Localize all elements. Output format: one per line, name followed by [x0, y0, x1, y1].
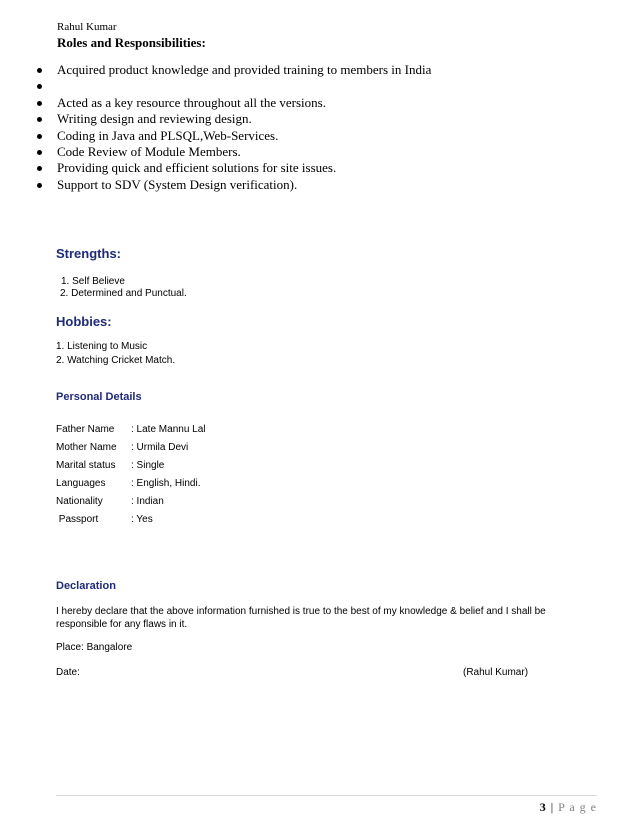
detail-label: Languages	[56, 478, 106, 489]
detail-value: : Urmila Devi	[131, 442, 189, 453]
bullet-icon	[37, 150, 42, 155]
responsibility-text: Support to SDV (System Design verification).	[57, 176, 298, 192]
detail-label: Father Name	[56, 424, 115, 435]
responsibility-text: Providing quick and efficient solutions for site issues.	[57, 160, 337, 176]
responsibility-text: Acquired product knowledge and provided training to members in India	[57, 62, 432, 77]
personal-details-heading: Personal Details	[56, 391, 142, 403]
declaration-heading: Declaration	[56, 580, 116, 592]
detail-label: Nationality	[56, 496, 103, 507]
bullet-icon	[37, 166, 42, 171]
responsibility-text: Writing design and reviewing design.	[57, 111, 252, 127]
detail-value: : Single	[131, 460, 165, 471]
responsibility-text: Code Review of Module Members.	[57, 143, 241, 159]
responsibility-text: Acted as a key resource throughout all the versions.	[57, 94, 326, 110]
strength-item: 1. Self Believe	[61, 276, 125, 287]
footer-separator: |	[546, 800, 559, 814]
hobby-item: 2. Watching Cricket Match.	[56, 355, 176, 366]
place-line: Place: Bangalore	[56, 642, 133, 653]
page-label: P a g e	[558, 800, 597, 814]
bullet-icon	[37, 84, 42, 89]
strengths-heading: Strengths:	[56, 246, 121, 261]
detail-label: Mother Name	[56, 442, 117, 453]
detail-value: : Late Mannu Lal	[131, 424, 206, 435]
detail-value: : Yes	[131, 514, 153, 525]
footer-divider	[56, 795, 597, 796]
hobby-item: 1. Listening to Music	[56, 341, 148, 352]
page-number: 3	[539, 800, 547, 814]
strength-item: 2. Determined and Punctual.	[60, 288, 187, 299]
bullet-icon	[37, 68, 42, 73]
bullet-icon	[37, 134, 42, 139]
bullet-icon	[37, 117, 42, 122]
roles-heading: Roles and Responsibilities:	[57, 35, 206, 50]
hobbies-heading: Hobbies:	[56, 314, 112, 329]
detail-value: : Indian	[131, 496, 164, 507]
page-footer	[540, 800, 597, 815]
detail-label: Marital status	[56, 460, 116, 471]
responsibility-text: Coding in Java and PLSQL,Web-Services.	[57, 127, 279, 143]
detail-label: Passport	[56, 514, 99, 525]
signature: (Rahul Kumar)	[463, 667, 529, 678]
date-line: Date:	[56, 667, 80, 678]
declaration-text: I hereby declare that the above information furnished is true to the best of my knowledge & belief and I shall be responsible for any flaws in it.	[56, 606, 546, 630]
bullet-icon	[37, 101, 42, 106]
header-name: Rahul Kumar	[57, 21, 117, 33]
bullet-icon	[37, 183, 42, 188]
detail-value: : English, Hindi.	[131, 478, 201, 489]
